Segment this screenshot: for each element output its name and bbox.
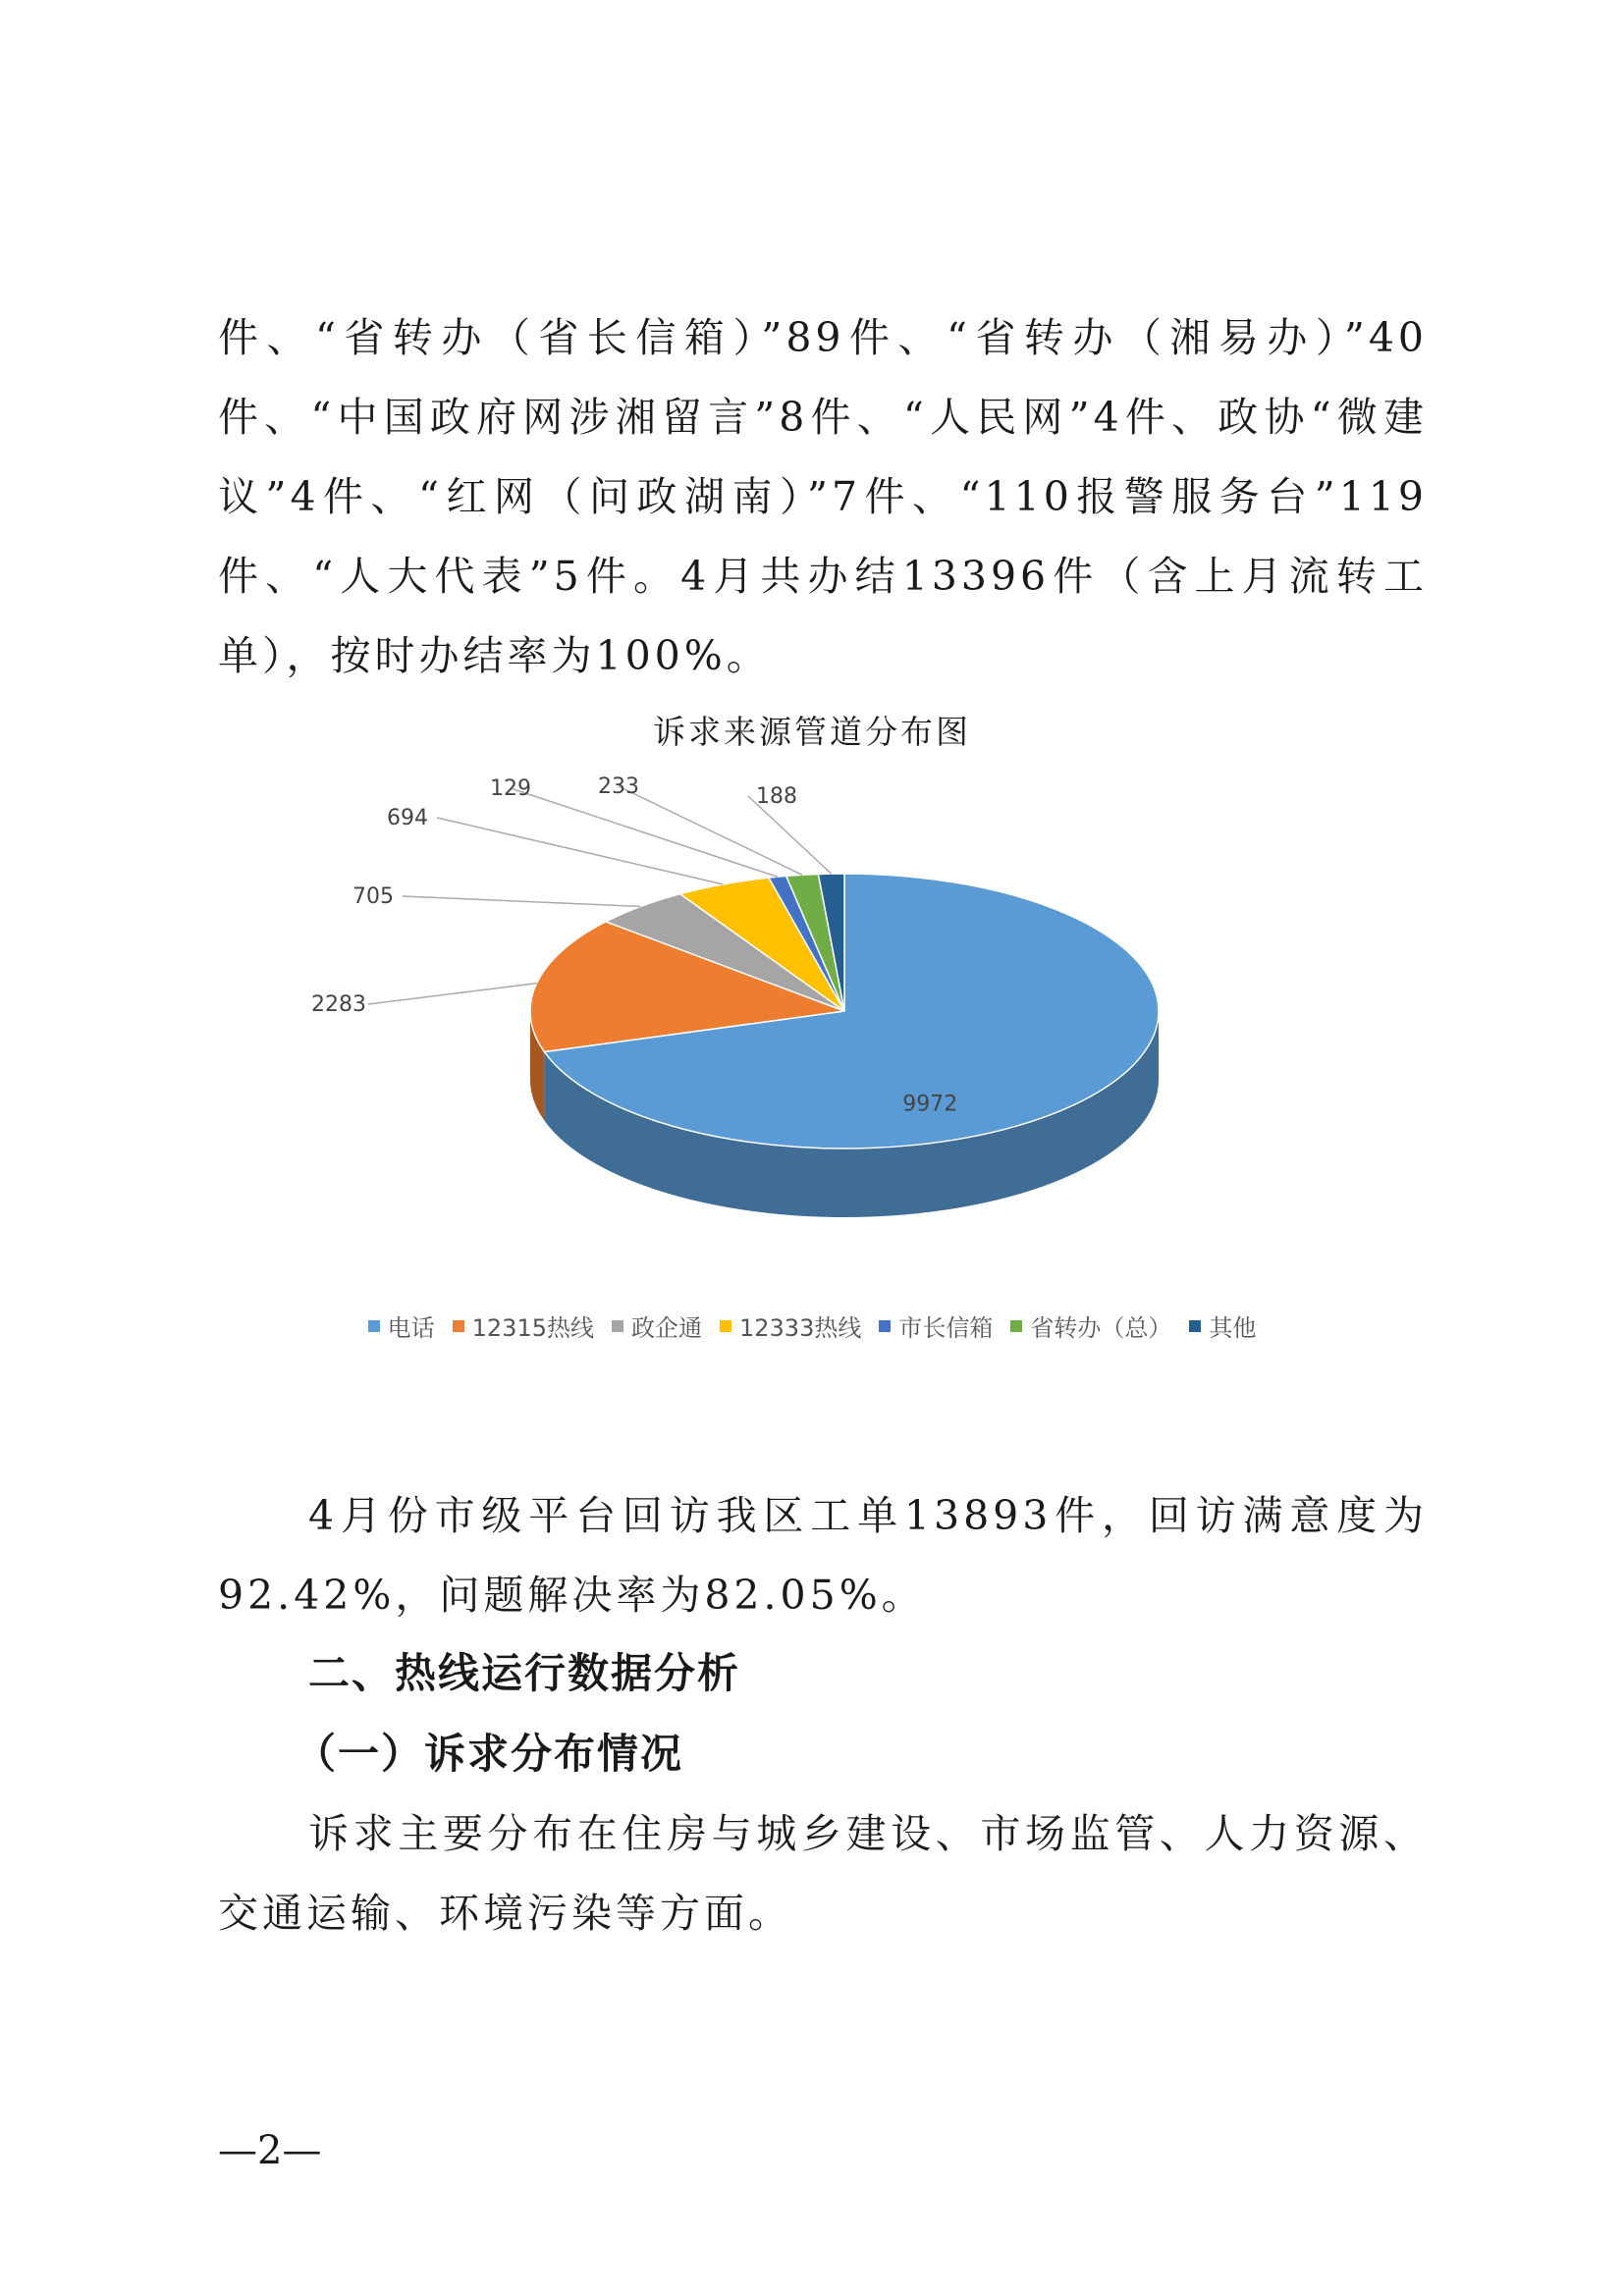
pie-leader-1 — [368, 984, 537, 1004]
intro-paragraph: 件、“省转办（省长信箱）”89件、“省转办（湘易办）”40件、“中国政府网涉湘留言”8件、“人民网”4件、政协“微建议”4件、“红网（问政湖南）”7件、“110报警服务台”119件、“人大代表”5件。4月共办结13396件（含上月流转工单），按时办结率为100%。 — [218, 314, 1428, 679]
pie-label-0: 9972 — [902, 1092, 958, 1117]
chart-title: 诉求来源管道分布图 — [653, 713, 971, 751]
legend-swatch — [1010, 1320, 1022, 1332]
legend-item — [720, 1308, 861, 1343]
pie-leader-2 — [403, 896, 640, 906]
pie-label-1: 2283 — [311, 992, 366, 1017]
pie-leader-4 — [511, 788, 778, 877]
legend-swatch — [453, 1320, 464, 1332]
legend-label: 市长信箱 — [898, 1314, 994, 1342]
legend-label: 电话 — [387, 1314, 435, 1342]
legend-swatch — [612, 1320, 623, 1332]
legend-item — [1010, 1308, 1171, 1343]
pie-label-3: 694 — [387, 806, 428, 830]
legend-label: 省转办（总） — [1030, 1314, 1172, 1342]
legend-label: 12333热线 — [739, 1314, 862, 1342]
pie-chart — [295, 775, 1335, 1296]
legend-item — [368, 1308, 435, 1343]
page-number: —2— — [218, 2128, 322, 2173]
subsection-heading: （一）诉求分布情况 — [295, 1730, 684, 1778]
pie-leader-3 — [437, 818, 723, 884]
legend-label: 12315热线 — [471, 1314, 594, 1342]
legend-item — [612, 1308, 702, 1343]
pie-label-2: 705 — [352, 884, 394, 909]
legend-item — [879, 1308, 993, 1343]
legend-swatch — [1189, 1320, 1201, 1332]
legend-label: 政企通 — [631, 1314, 702, 1342]
pie-label-5: 233 — [598, 775, 639, 799]
distribution-paragraph: 诉求主要分布在住房与城乡建设、市场监管、人力资源、交通运输、环境污染等方面。 — [218, 1810, 1428, 1937]
revisit-paragraph: 4月份市级平台回访我区工单13893件，回访满意度为92.42%，问题解决率为82.05%。 — [218, 1492, 1428, 1619]
chart-legend — [0, 1308, 1624, 1343]
legend-swatch — [720, 1320, 731, 1332]
legend-swatch — [368, 1320, 380, 1332]
legend-item — [453, 1308, 594, 1343]
legend-label: 其他 — [1209, 1314, 1257, 1342]
section-heading: 二、热线运行数据分析 — [308, 1649, 741, 1697]
pie-label-6: 188 — [756, 784, 797, 809]
legend-item — [1189, 1308, 1256, 1343]
legend-swatch — [879, 1320, 891, 1332]
pie-label-4: 129 — [490, 776, 531, 801]
